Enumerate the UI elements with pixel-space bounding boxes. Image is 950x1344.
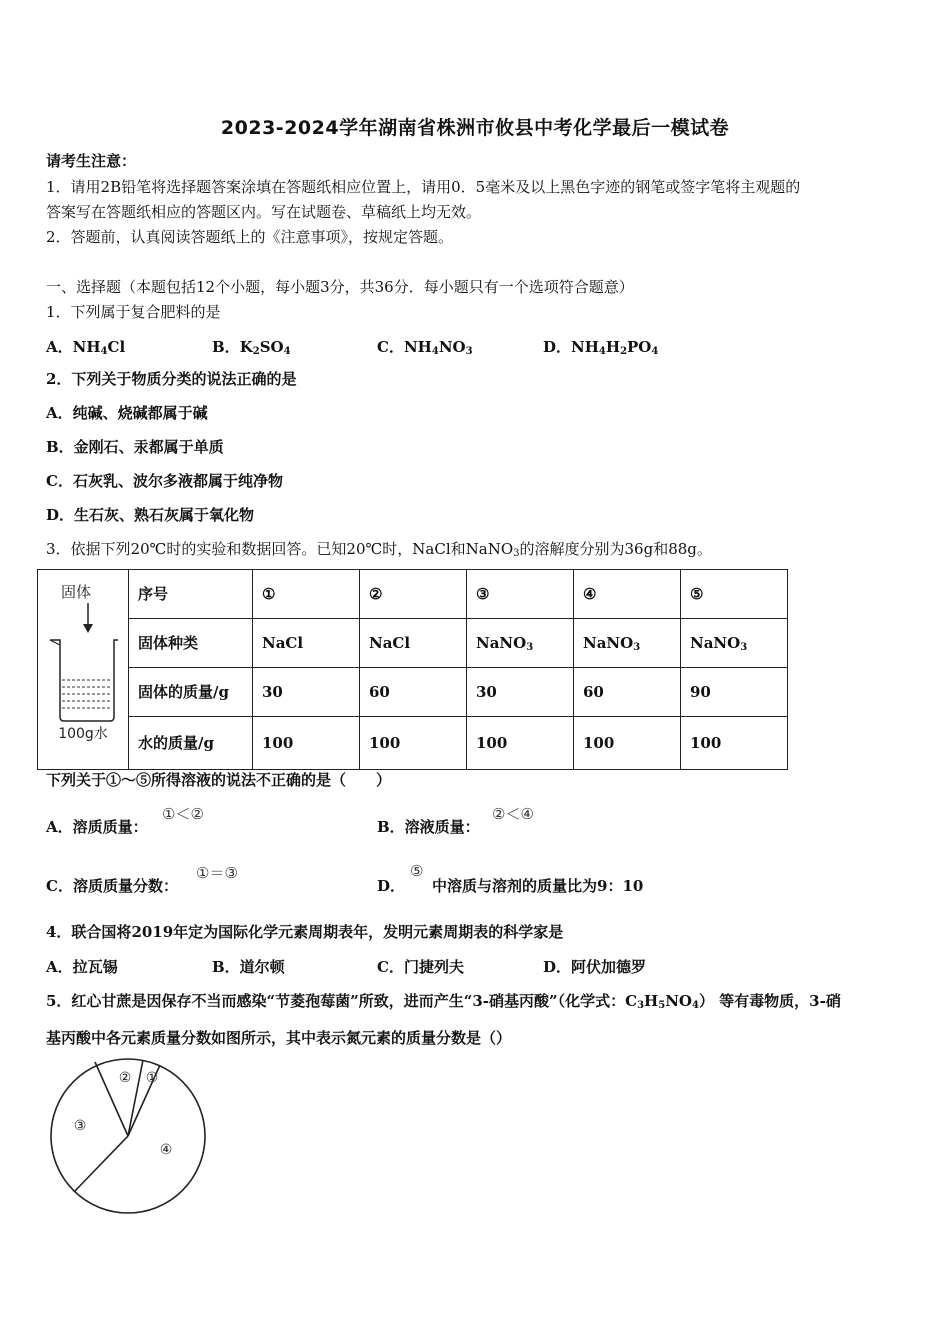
q3-option-a-expr: ①＜②	[162, 805, 204, 823]
cell-solid-mass: 30	[467, 667, 574, 716]
q4-option-b[interactable]: B．道尔顿	[212, 958, 285, 976]
beaker-diagram	[38, 570, 128, 765]
q2-option-b[interactable]: B．金刚石、汞都属于单质	[46, 438, 224, 456]
page-title: 2023-2024学年湖南省株洲市攸县中考化学最后一模试卷	[220, 117, 730, 139]
cell-type: NaNO$_3$	[574, 618, 681, 667]
water-level	[62, 680, 112, 708]
q3-option-d-text: 中溶质与溶剂的质量比为9：10	[432, 877, 644, 895]
row-header-number: 序号	[129, 570, 253, 619]
option-label: A．	[46, 338, 73, 356]
cell-water-mass: 100	[360, 716, 467, 769]
q1-option-a[interactable]: A．$NH_4Cl$	[46, 338, 126, 357]
pie-label-1: ①	[145, 1070, 159, 1086]
q1-option-c[interactable]: C．$NH_4NO_3$	[377, 338, 473, 357]
q2-option-a[interactable]: A．纯碱、烧碱都属于碱	[46, 404, 208, 422]
cell-water-mass: 100	[467, 716, 574, 769]
q3-option-b-expr: ②＜④	[492, 805, 534, 823]
q3-option-d[interactable]: D．	[377, 877, 406, 895]
section-heading: 一、选择题（本题包括12个小题，每小题3分，共36分．每小题只有一个选项符合题意）	[46, 278, 634, 296]
arrow-down-icon	[83, 624, 93, 633]
cell-water-mass: 100	[574, 716, 681, 769]
row-header-water-mass: 水的质量/g	[129, 716, 253, 769]
pie-label-3: ③	[73, 1118, 87, 1134]
pie-label-2: ②	[118, 1070, 132, 1086]
notice-line-1b: 答案写在答题纸相应的答题区内。写在试题卷、草稿纸上均无效。	[46, 203, 482, 221]
cell-water-mass: 100	[253, 716, 360, 769]
solid-label: 固体	[60, 583, 92, 601]
cell-type: NaCl	[253, 618, 360, 667]
q3-question: 下列关于①～⑤所得溶液的说法不正确的是（ ）	[46, 771, 392, 789]
cell-type: NaCl	[360, 618, 467, 667]
cell-type: NaNO$_3$	[467, 618, 574, 667]
cell-solid-mass: 60	[360, 667, 467, 716]
q3-option-c-expr: ①＝③	[196, 864, 238, 882]
q5-stem-line-1: 5．红心甘蔗是因保存不当而感染“节菱孢莓菌”所致，进而产生“3-硝基丙酸”（化学式：$C_3H_5NO_4$） 等有毒物质，3-硝	[46, 992, 841, 1011]
cell-number: ②	[360, 570, 467, 619]
q4-option-d[interactable]: D．阿伏加德罗	[543, 958, 647, 976]
option-label: C．	[377, 338, 404, 356]
row-header-solid-mass: 固体的质量/g	[129, 667, 253, 716]
q5-stem-line-2: 基丙酸中各元素质量分数如图所示，其中表示氮元素的质量分数是（）	[46, 1029, 512, 1047]
cell-water-mass: 100	[681, 716, 788, 769]
q5-pie-chart	[48, 1058, 213, 1223]
cell-number: ①	[253, 570, 360, 619]
row-header-type: 固体种类	[129, 618, 253, 667]
q2-option-d[interactable]: D．生石灰、熟石灰属于氧化物	[46, 506, 255, 524]
water-label: 100g水	[58, 726, 108, 742]
cell-number: ④	[574, 570, 681, 619]
q1-stem: 1．下列属于复合肥料的是	[46, 303, 221, 321]
notice-line-1: 1．请用2B铅笔将选择题答案涂填在答题纸相应位置上，请用0．5毫米及以上黑色字迹的钢笔或签字笔将主观题的	[46, 178, 801, 196]
cell-type: NaNO$_3$	[681, 618, 788, 667]
option-label: D．	[543, 338, 572, 356]
cell-solid-mass: 90	[681, 667, 788, 716]
q3-option-a[interactable]: A．溶质质量：	[46, 818, 148, 836]
q3-stem: 3．依据下列20℃时的实验和数据回答。已知20℃时，NaCl和NaNO$_3$的溶解度分别为36g和88g。	[46, 540, 712, 559]
q2-option-c[interactable]: C．石灰乳、波尔多液都属于纯净物	[46, 472, 283, 490]
q4-stem: 4．联合国将2019年定为国际化学元素周期表年，发明元素周期表的科学家是	[46, 923, 564, 941]
notice-heading: 请考生注意：	[46, 152, 137, 170]
cell-number: ⑤	[681, 570, 788, 619]
q3-data-table	[37, 569, 788, 770]
q1-option-b[interactable]: B．$K_2SO_4$	[212, 338, 291, 357]
q3-option-c[interactable]: C．溶质质量分数：	[46, 877, 178, 895]
cell-solid-mass: 60	[574, 667, 681, 716]
q1-option-d[interactable]: D．$NH_4H_2PO_4$	[543, 338, 659, 357]
pie-divider	[74, 1136, 128, 1192]
q4-option-a[interactable]: A．拉瓦锡	[46, 958, 118, 976]
q4-option-c[interactable]: C．门捷列夫	[377, 958, 464, 976]
notice-line-2: 2．答题前，认真阅读答题纸上的《注意事项》，按规定答题。	[46, 228, 454, 246]
cell-number: ③	[467, 570, 574, 619]
q2-stem: 2．下列关于物质分类的说法正确的是	[46, 370, 297, 388]
option-label: B．	[212, 338, 240, 356]
beaker-figure-cell	[38, 570, 129, 770]
q3-option-d-expr: ⑤	[410, 862, 424, 880]
q3-option-b[interactable]: B．溶液质量：	[377, 818, 480, 836]
cell-solid-mass: 30	[253, 667, 360, 716]
pie-label-4: ④	[159, 1142, 173, 1158]
